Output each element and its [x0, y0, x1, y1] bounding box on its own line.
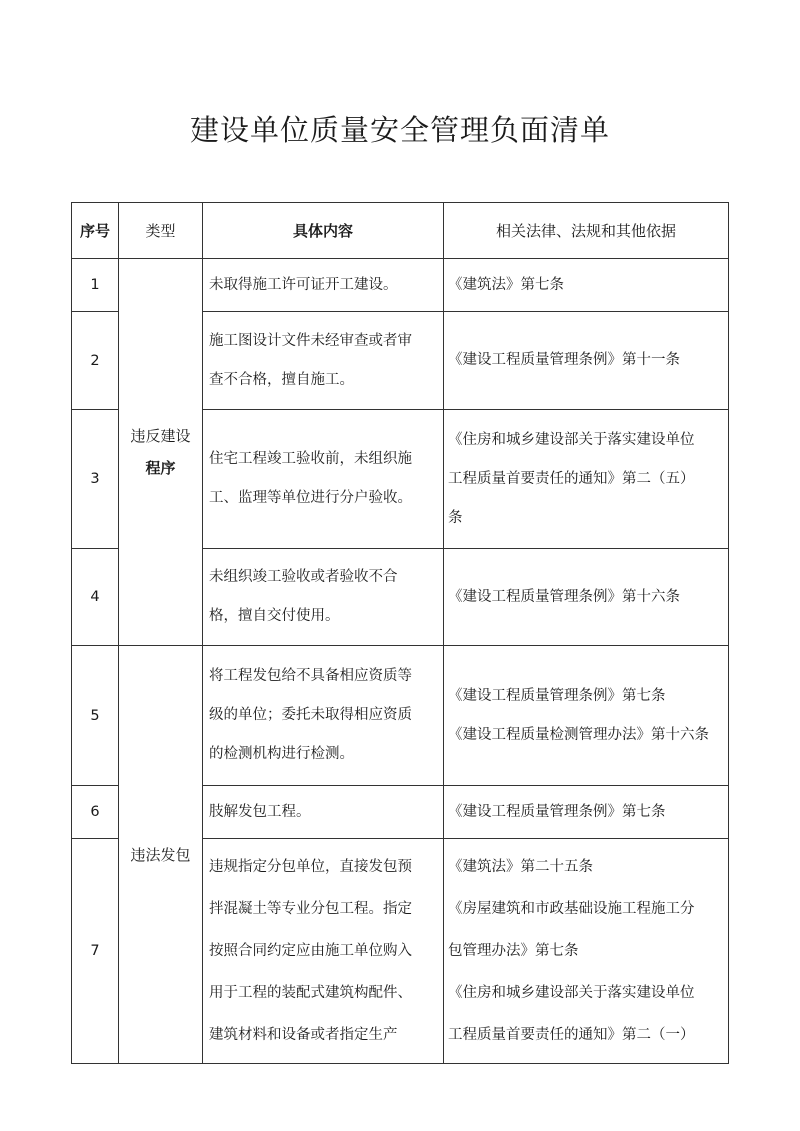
content-text: 将工程发包给不具备相应资质等 [209, 668, 412, 684]
basis-text: 《建筑法》第二十五条 [448, 859, 593, 875]
content-text: 按照合同约定应由施工单位购入 [209, 943, 412, 959]
table-header-row [72, 203, 729, 259]
content-text: 肢解发包工程。 [209, 803, 311, 820]
content-cell [203, 646, 444, 786]
content-text: 未取得施工许可证开工建设。 [209, 276, 398, 293]
basis-text: 工程质量首要责任的通知》第二（五） [448, 470, 695, 487]
basis-text: 《建设工程质量管理条例》第十一条 [448, 352, 680, 368]
basis-cell [444, 646, 729, 786]
basis-text: 条 [448, 509, 463, 526]
row-number: 7 [72, 839, 119, 1064]
basis-cell [444, 786, 729, 839]
type-cell [119, 646, 203, 1064]
row-number: 2 [72, 312, 119, 410]
basis-text: 《房屋建筑和市政基础设施工程施工分 [448, 901, 695, 917]
content-cell [203, 549, 444, 646]
basis-text: 《建设工程质量管理条例》第十六条 [448, 588, 680, 605]
row-number: 3 [72, 410, 119, 549]
header-type: 类型 [119, 203, 203, 259]
basis-text: 《住房和城乡建设部关于落实建设单位 [448, 431, 695, 448]
document-title: 建设单位质量安全管理负面清单 [189, 113, 610, 147]
content-cell [203, 410, 444, 549]
header-no: 序号 [72, 203, 119, 259]
basis-cell [444, 410, 729, 549]
content-text: 工、监理等单位进行分户验收。 [209, 490, 412, 506]
content-text: 的检测机构进行检测。 [209, 746, 354, 762]
content-text: 级的单位；委托未取得相应资质 [209, 707, 412, 723]
type-text: 程序 [145, 459, 176, 477]
table-row [72, 646, 729, 786]
basis-text: 工程质量首要责任的通知》第二（一） [448, 1027, 695, 1043]
content-text: 住宅工程竣工验收前，未组织施 [209, 451, 412, 467]
table-row [72, 259, 729, 312]
content-text: 施工图设计文件未经审查或者审 [209, 332, 412, 349]
content-text: 用于工程的装配式建筑构配件、 [209, 985, 412, 1001]
header-content: 具体内容 [203, 203, 444, 259]
header-basis: 相关法律、法规和其他依据 [444, 203, 729, 259]
basis-text: 包管理办法》第七条 [448, 943, 579, 959]
basis-text: 《建设工程质量管理条例》第七条 [448, 687, 666, 704]
content-text: 建筑材料和设备或者指定生产 [209, 1027, 398, 1043]
basis-text: 《建设工程质量检测管理办法》第十六条 [448, 726, 709, 743]
content-text: 格，擅自交付使用。 [209, 608, 340, 624]
basis-cell [444, 312, 729, 410]
basis-text: 《建筑法》第七条 [448, 276, 564, 293]
type-text: 违反建设 [130, 427, 191, 445]
content-text: 查不合格，擅自施工。 [209, 371, 354, 388]
content-cell [203, 259, 444, 312]
row-number: 6 [72, 786, 119, 839]
type-cell [119, 259, 203, 646]
type-text: 违法发包 [130, 845, 191, 864]
content-text: 违规指定分包单位，直接发包预 [209, 859, 412, 875]
content-text: 未组织竣工验收或者验收不合 [209, 569, 398, 585]
row-number: 1 [72, 259, 119, 312]
content-cell [203, 786, 444, 839]
content-cell [203, 312, 444, 410]
basis-cell [444, 259, 729, 312]
basis-text: 《住房和城乡建设部关于落实建设单位 [448, 985, 695, 1001]
negative-list-table [71, 202, 729, 1064]
row-number: 4 [72, 549, 119, 646]
content-cell [203, 839, 444, 1064]
basis-cell [444, 549, 729, 646]
content-text: 拌混凝土等专业分包工程。指定 [209, 901, 412, 917]
basis-cell [444, 839, 729, 1064]
row-number: 5 [72, 646, 119, 786]
basis-text: 《建设工程质量管理条例》第七条 [448, 803, 666, 820]
